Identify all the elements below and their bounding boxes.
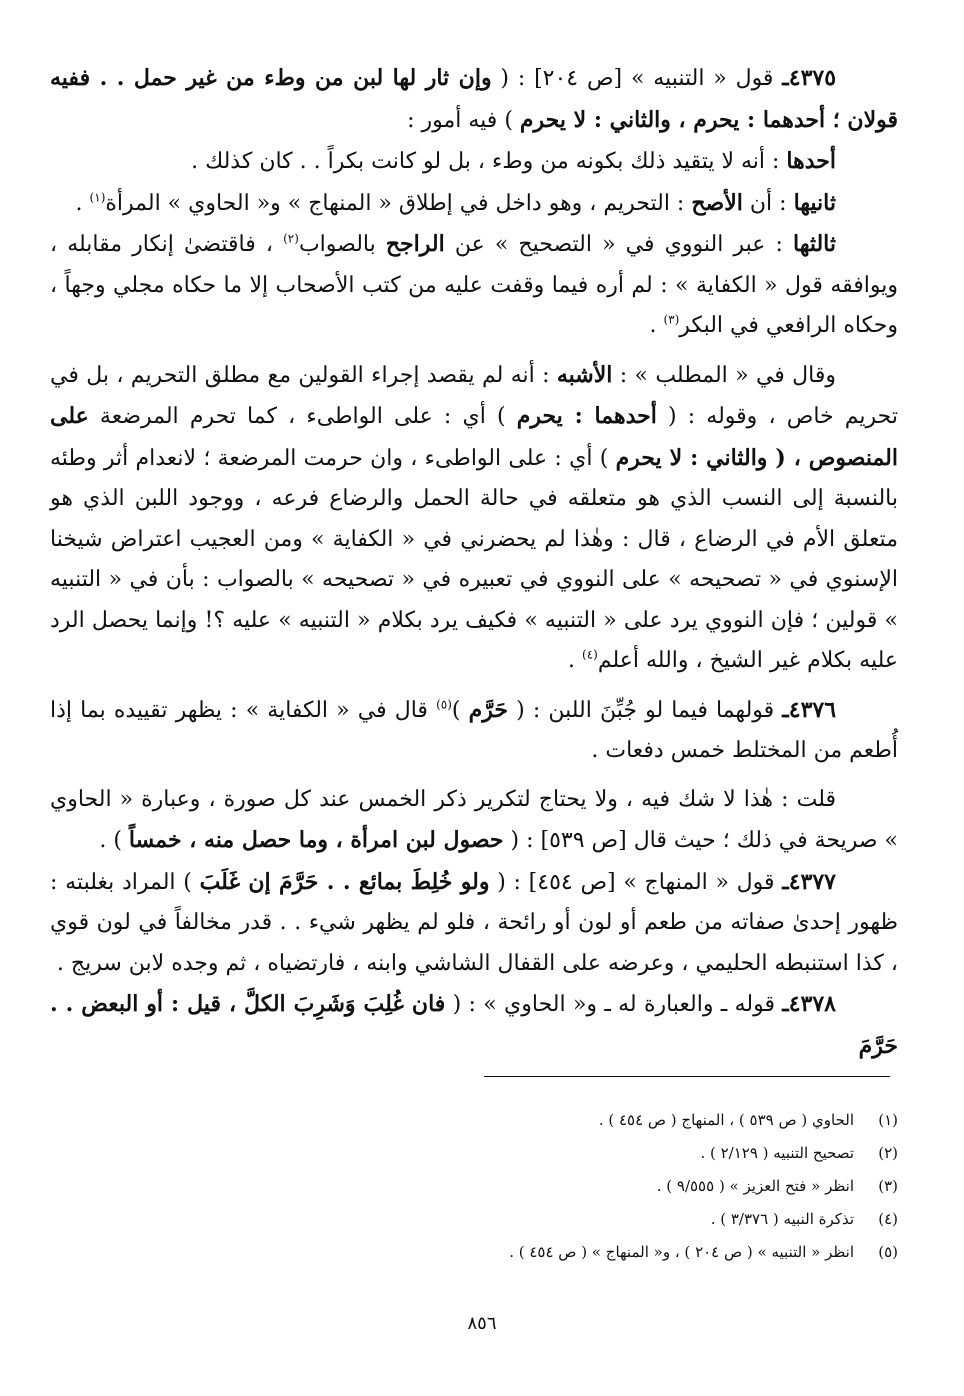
text-run: قولهما فيما لو جُبِّنَ اللبن : ( (507, 697, 783, 723)
paragraph (50, 355, 898, 682)
text-run: ، فاقتضىٰ إنكار مقابله ، ويوافقه قول « الكفاية » : لم أره فيما وقفت عليه من كتب الأصحاب إلا ما حكاه مجلي وجهاً ، وحكاه الرافعي في البكر (50, 232, 898, 338)
footnote-text: تصحيح التنبيه ( ٢/١٢٩ ) . (700, 1144, 854, 1162)
text-run: ) فيه أمور : (407, 107, 520, 133)
paragraph (50, 224, 898, 347)
bold-text: ٤٣٧٧ـ (782, 868, 836, 895)
main-text (50, 58, 898, 1067)
paragraph (50, 183, 898, 225)
bold-text: أحدها (786, 148, 836, 174)
bold-text: فان غُلِبَ وَشَرِبَ الكلَّ ، قيل : أو البعض . . حَرَّمَ (50, 991, 898, 1059)
footnote-ref: (٣) (663, 312, 680, 327)
bold-text: ثانيها (793, 189, 836, 216)
bold-text: حصول لبن امرأة ، وما حصل منه ، خمساً (128, 827, 504, 853)
text-run: قول « المنهاج » [ص ٤٥٤] : ( (489, 869, 783, 895)
text-run: ) أي : على الواطىء ، وان حرمت المرضعة ؛ لانعدام أثر وطئه بالنسبة إلى النسب الذي هو متعلقه في حالة الحمل والرضاع فرعه ، ووجود اللبن الذي هو متعلق الأم في الرضاع ، قال : وهٰذا لم يحضرني في « الكفاية » ومن العجيب اعتراض شيخنا الإسنوي في « تصحيحه » على النووي في تعبيره في « تصحيحه » بالصواب : بأن في « التنبيه » قولين ؛ فإن النووي يرد على « التنبيه » فكيف يرد بكلام « التنبيه » عليه ؟! وإنما يحصل الرد عليه بكلام غير الشيخ ، والله أعلم (50, 445, 898, 673)
footnote-text: انظر « التنبيه » ( ص ٢٠٤ ) ، و« المنهاج » ( ص ٤٥٤ ) . (509, 1243, 854, 1261)
footnote-number: (١) (878, 1111, 898, 1129)
bold-text: ثالثها (792, 231, 836, 257)
footnote-ref: (٢) (283, 231, 299, 246)
text-run: قلت : هٰذا لا شك فيه ، ولا يحتاج لتكرير ذكر الخمس عند كل صورة ، وعبارة « الحاوي » صريحة في ذلك ؛ حيث قال [ص ٥٣٩] : ( (50, 786, 898, 853)
footnote-ref: (٥) (436, 697, 452, 712)
text-run: . (568, 648, 582, 673)
text-run: : أنه لم يقصد إجراء القولين مع مطلق التحريم ، بل في تحريم خاص ، وقوله : ( (50, 362, 898, 429)
footnote-number: (٣) (878, 1177, 898, 1195)
bold-text: ولو خُلِطَ بمائع . . حَرَّمَ إن غَلَبَ (199, 868, 490, 895)
bold-text: وإن ثار لها لبن من وطء من غير حمل . . ففيه قولان ؛ أحدهما : يحرم ، والثاني : لا يحرم (50, 65, 898, 133)
footnote (300, 1170, 898, 1203)
text-run: قول « التنبيه » [ص ٢٠٤] : ( (491, 66, 783, 91)
footnote (300, 1203, 898, 1236)
footnote-ref: (٤) (582, 647, 598, 662)
footnote (300, 1104, 898, 1137)
page-number: ٨٥٦ (467, 1313, 497, 1334)
text-run: ) . (99, 828, 129, 853)
paragraph (50, 862, 898, 985)
footnote-number: (٢) (878, 1144, 898, 1162)
text-run: ) المراد بغلبته : ظهور إحدىٰ صفاته من طعم أو لون أو رائحة ، فلو لم يظهر شيء . . قدر مخالفاً في لون قوي ، كذا استنبطه الحليمي ، وعرضه على القفال الشاشي وابنه ، فارتضياه ، ثم وجده لابن سريج . (50, 869, 898, 976)
footnote (300, 1137, 898, 1170)
bold-text: الأشبه (556, 361, 613, 388)
footnote-text: تذكرة النبيه ( ٣/٣٧٦ ) . (710, 1210, 854, 1228)
text-run: . (649, 313, 664, 338)
footnote-text: انظر « فتح العزيز » ( ٩/٥٥٥ ) . (656, 1177, 854, 1195)
bold-text: أحدهما : يحرم (516, 403, 657, 429)
text-run: : عبر النووي في « التصحيح » عن (444, 232, 793, 257)
paragraph (50, 690, 898, 772)
bold-text: الراجح (385, 231, 445, 257)
footnote-text: الحاوي ( ص ٥٣٩ ) ، المنهاج ( ص ٤٥٤ ) . (598, 1111, 854, 1129)
text-run: ) (451, 697, 469, 723)
bold-text: الأصح (691, 189, 743, 216)
bold-text: حَرَّم (468, 696, 508, 723)
paragraph (50, 141, 898, 183)
footnote-separator (484, 1076, 890, 1077)
bold-text: على المنصوص ، ( والثاني : لا يحرم (50, 403, 898, 471)
footnote-number: (٤) (878, 1210, 898, 1228)
paragraph (50, 780, 898, 862)
text-run: : أن (742, 190, 794, 216)
text-run: قال في « الكفاية » : يظهر تقييده بما إذا أُطعم من المختلط خمس دفعات . (50, 697, 898, 763)
footnote (300, 1236, 898, 1269)
footnote-number: (٥) (878, 1243, 898, 1261)
bold-text: ٤٣٧٦ـ (782, 696, 837, 723)
footnotes (300, 1104, 898, 1269)
text-run: وقال في « المطلب » : (612, 362, 836, 388)
text-run: : أنه لا يتقيد ذلك بكونه من وطء ، بل لو كانت بكراً . . كان كذلك . (191, 149, 787, 174)
footnote-ref: (١) (89, 190, 106, 205)
text-run: قوله ـ والعبارة له ـ و« الحاوي » : ( (445, 992, 783, 1017)
paragraph (50, 58, 898, 141)
text-run: ) أي : على الواطىء ، كما تحرم المرضعة (88, 404, 517, 429)
bold-text: ٤٣٧٨ـ (782, 991, 836, 1017)
text-run: . (75, 190, 90, 216)
text-run: : التحريم ، وهو داخل في إطلاق « المنهاج » و« الحاوي » المرأة (105, 190, 692, 216)
text-run: بالصواب (298, 232, 386, 257)
bold-text: ٤٣٧٥ـ (782, 65, 837, 91)
paragraph (50, 984, 898, 1067)
